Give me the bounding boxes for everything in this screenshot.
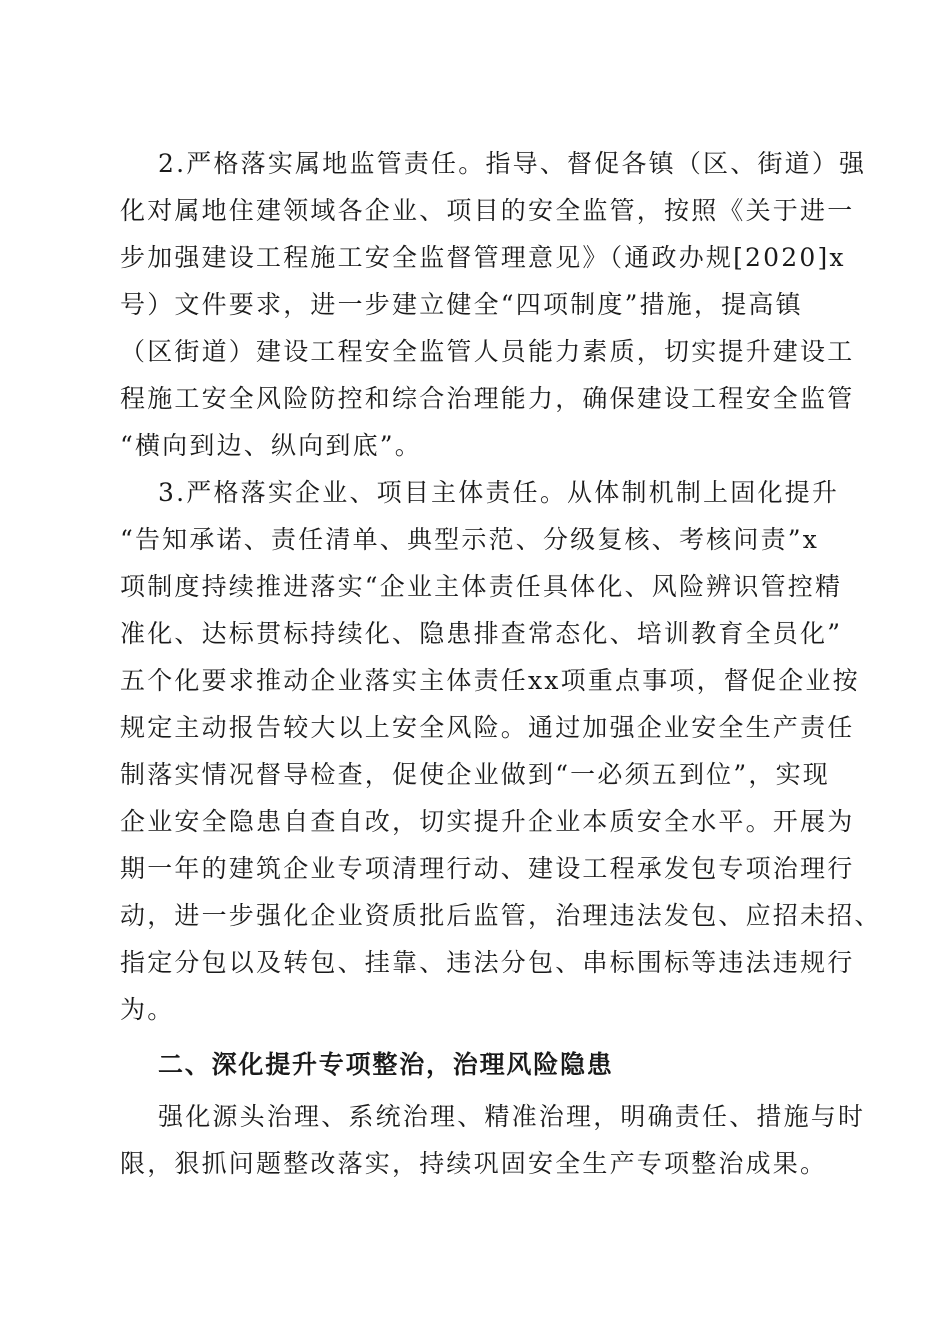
document-body (120, 140, 882, 1187)
paragraph-line: “告知承诺、责任清单、典型示范、分级复核、考核问责”x (120, 525, 820, 554)
paragraph-line: （区街道）建设工程安全监管人员能力素质，切实提升建设工 (120, 337, 855, 366)
paragraph-line: 步加强建设工程施工安全监督管理意见》（通政办规[2020]x (120, 243, 846, 272)
section-heading: 二、深化提升专项整治，治理风险隐患 (158, 1050, 614, 1079)
paragraph-line: 为。 (120, 995, 175, 1024)
paragraph-line: 规定主动报告较大以上安全风险。通过加强企业安全生产责任 (120, 713, 855, 742)
paragraph-line: 2.严格落实属地监管责任。指导、督促各镇（区、街道）强 (158, 149, 867, 178)
paragraph-line: 3.严格落实企业、项目主体责任。从体制机制上固化提升 (158, 478, 840, 507)
paragraph-line: 准化、达标贯标持续化、隐患排查常态化、培训教育全员化” (120, 619, 843, 648)
paragraph-line: 项制度持续推进落实“企业主体责任具体化、风险辨识管控精 (120, 572, 843, 601)
paragraph-line: 限，狠抓问题整改落实，持续巩固安全生产专项整治成果。 (120, 1149, 828, 1178)
paragraph-3 (120, 469, 882, 1033)
paragraph-2 (120, 140, 867, 469)
paragraph-line: 制落实情况督导检查，促使企业做到“一必须五到位”，实现 (120, 760, 830, 789)
paragraph-line: 程施工安全风险防控和综合治理能力，确保建设工程安全监管 (120, 384, 855, 413)
paragraph-line: 五个化要求推动企业落实主体责任xx项重点事项，督促企业按 (120, 666, 860, 695)
paragraph-line: 号）文件要求，进一步建立健全“四项制度”措施，提高镇 (120, 290, 803, 319)
paragraph-line: 化对属地住建领域各企业、项目的安全监管，按照《关于进一 (120, 196, 855, 225)
paragraph-line: 指定分包以及转包、挂靠、违法分包、串标围标等违法违规行 (120, 948, 855, 977)
paragraph-line: 企业安全隐患自查自改，切实提升企业本质安全水平。开展为 (120, 807, 855, 836)
paragraph-line: 动，进一步强化企业资质批后监管，治理违法发包、应招未招、 (120, 901, 882, 930)
paragraph-line: 强化源头治理、系统治理、精准治理，明确责任、措施与时 (158, 1102, 866, 1131)
section-paragraph (120, 1093, 866, 1187)
paragraph-line: “横向到边、纵向到底”。 (120, 431, 422, 460)
paragraph-line: 期一年的建筑企业专项清理行动、建设工程承发包专项治理行 (120, 854, 855, 883)
